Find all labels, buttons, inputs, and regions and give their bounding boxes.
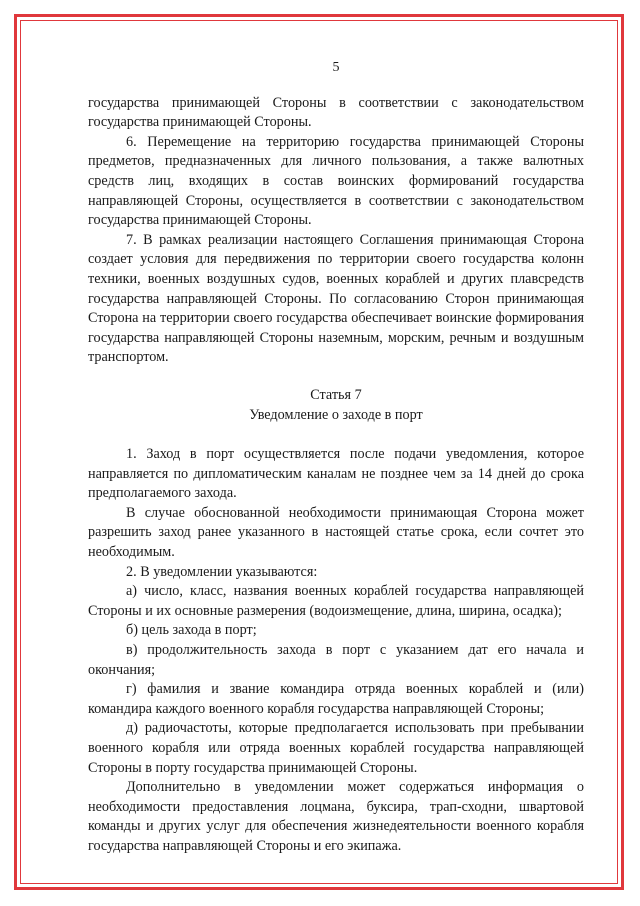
list-item-g: г) фамилия и звание командира отряда военных кораблей и (или) командира каждого военного корабля государства направляющей Стороны;: [88, 681, 584, 717]
list-item-a: а) число, класс, названия военных кораблей государства направляющей Стороны и их основные размерения (водоизмещение, длина, ширина, осадка);: [88, 583, 584, 619]
paragraph-article-exception: В случае обоснованной необходимости принимающая Сторона может разрешить заход ранее указанного в настоящей статье срока, если сочтет это необходимым.: [88, 504, 584, 561]
paragraph-article-2: 2. В уведомлении указываются:: [126, 563, 318, 580]
article-heading: [88, 386, 584, 425]
paragraph-item-6: 6. Перемещение на территорию государства принимающей Стороны предметов, предназначенных для личного пользования, а также валютных средств лиц, входящих в состав воинских формирований государства направляющей Стороны, осуществляется в соответствии с законодательством государства принимающей Стороны.: [88, 133, 584, 229]
list-item-b: б) цель захода в порт;: [126, 622, 257, 639]
list-item-v: в) продолжительность захода в порт с указанием дат его начала и окончания;: [88, 642, 584, 678]
paragraph-article-1: 1. Заход в порт осуществляется после подачи уведомления, которое направляется по дипломатическим каналам не позднее чем за 14 дней до срока предполагаемого захода.: [88, 446, 584, 502]
paragraph-additional-info: Дополнительно в уведомлении может содержаться информация о необходимости предоставления лоцмана, буксира, трап-сходни, швартовой команды и других услуг для обеспечения жизнедеятельности военного корабля государства направляющей Стороны и его экипажа.: [88, 779, 584, 854]
article-title: Уведомление о заходе в порт: [249, 406, 423, 423]
paragraph-item-7: 7. В рамках реализации настоящего Соглашения принимающая Сторона создает условия для передвижения по территории своего государства колонн техники, военных воздушных судов, военных кораблей и других плавсредств государства направляющей Стороны. По согласованию Сторон принимающая Сторона на территории своего государства обеспечивает воинские формирования государства направляющей Стороны наземным, морским, речным и воздушным транспортом.: [88, 231, 584, 366]
page-number: 5: [332, 60, 340, 75]
paragraph-continuation: государства принимающей Стороны в соответствии с законодательством государства принимающей Стороны.: [88, 94, 584, 131]
document-body: [88, 58, 584, 857]
article-number: Статья 7: [310, 386, 362, 403]
list-item-d: д) радиочастоты, которые предполагается использовать при пребывании военного корабля или отряда военных кораблей государства направляющей Стороны в порту государства принимающей Стороны.: [88, 720, 584, 776]
